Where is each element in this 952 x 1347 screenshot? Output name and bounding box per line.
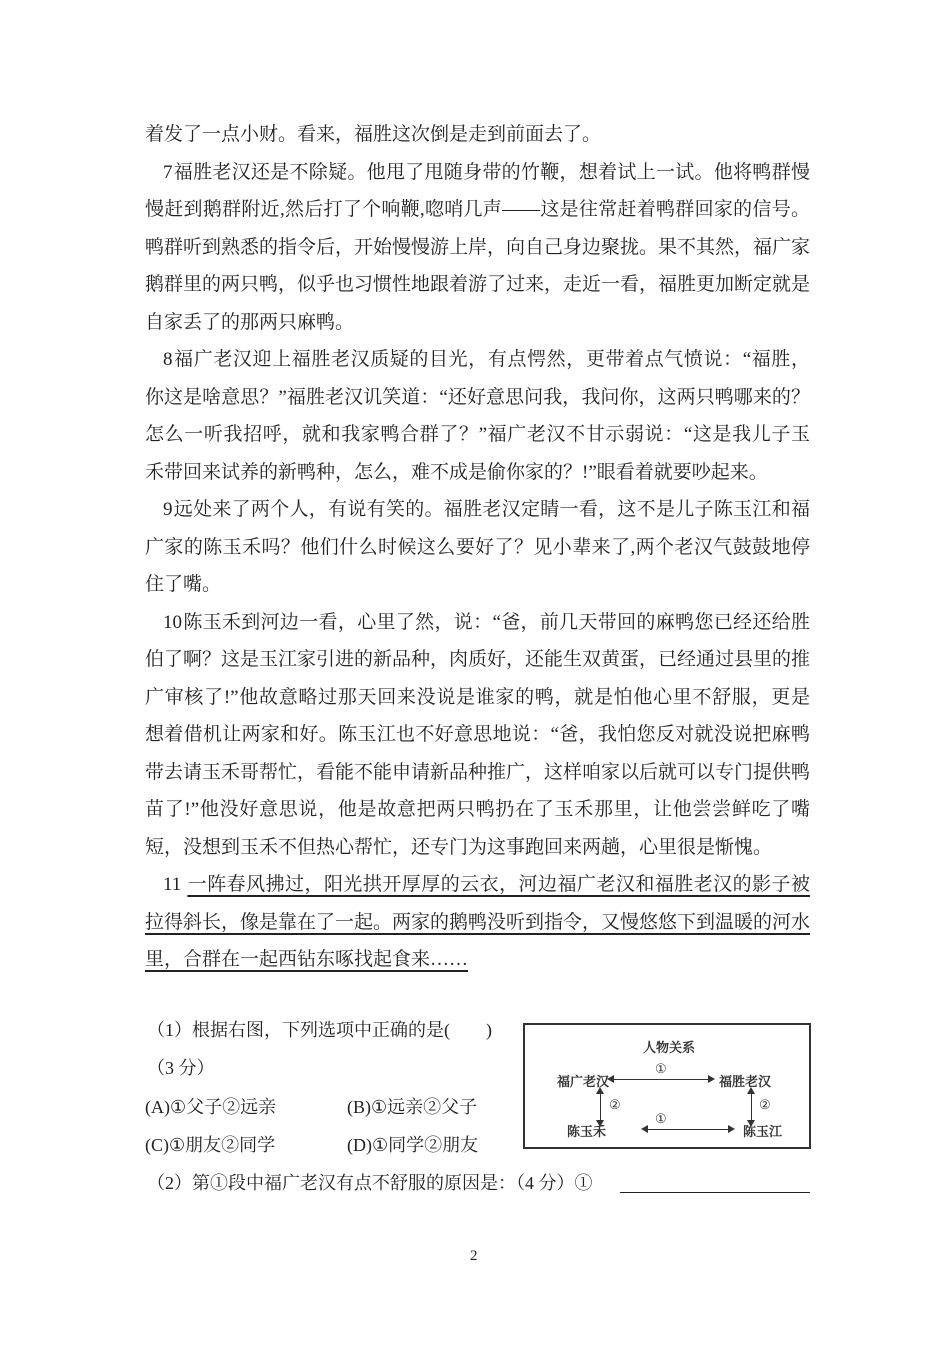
line-text: 拉得斜长，像是靠在了一起。两家的鹅鸭没听到指令，又慢悠悠下到温暖的河水 — [145, 911, 811, 933]
label-left: ② — [609, 1097, 621, 1112]
line-text: 着发了一点小财。看来，福胜这次倒是走到前面去了。 — [145, 124, 602, 145]
line-text: 福胜老汉还是不除疑。他甩了甩随身带的竹鞭，想着试上一试。他将鸭群慢 — [173, 161, 810, 183]
paragraph-line — [145, 941, 810, 979]
line-text: 广家的陈玉禾吗？他们什么时候这么要好了？见小辈来了,两个老汉气鼓鼓地停 — [145, 536, 810, 558]
line-text: 带去请玉禾哥帮忙，看能不能申请新品种推广，这样咱家以后就可以专门提供鸭 — [145, 761, 811, 783]
paragraph-line — [145, 191, 810, 229]
paragraph-line — [145, 379, 810, 417]
node-chenyuhe: 陈玉禾 — [567, 1124, 607, 1139]
line-text: 禾带回来试养的新鸭种，怎么，难不成是偷你家的？!”眼看着就要吵起来。 — [145, 461, 768, 483]
paragraph-line — [145, 866, 810, 904]
arrow-top — [609, 1079, 713, 1080]
line-text: 住了嘴。 — [145, 574, 222, 595]
paragraph-line — [145, 304, 810, 342]
paragraph-line — [145, 604, 810, 642]
line-text: 想着借机让两家和好。陈玉江也不好意思地说：“爸，我怕您反对就没说把麻鸭 — [145, 724, 810, 745]
paragraph-line — [145, 454, 810, 492]
line-text: 慢赶到鹅群附近,然后打了个响鞭,唿哨几声——这是往常赶着鸭群回家的信号。 — [145, 199, 810, 220]
paragraph-number: 11 — [163, 874, 182, 895]
option-d: (D)①同学②朋友 — [347, 1135, 479, 1155]
line-text: 陈玉禾到河边一看，心里了然，说：“爸，前几天带回的麻鸭您已经还给胜 — [183, 611, 810, 633]
node-fuguang: 福广老汉 — [557, 1074, 610, 1089]
option-b: (B)①远亲②父子 — [347, 1097, 478, 1117]
line-text: 怎么一听我招呼，就和我家鸭合群了？”福广老汉不甘示弱说：“这是我儿子玉 — [145, 424, 810, 445]
paragraph-number: 10 — [163, 611, 182, 633]
paragraph-line — [145, 491, 810, 529]
line-text: 一阵春风拂过，阳光拱开厚厚的云衣，河边福广老汉和福胜老汉的影子被 — [187, 874, 810, 895]
paragraph-line — [145, 716, 810, 754]
paragraph-number: 8 — [163, 349, 173, 370]
line-text: 福广老汉迎上福胜老汉质疑的目光，有点愕然，更带着点气愤说：“福胜， — [173, 349, 810, 370]
article-text — [145, 116, 810, 979]
option-a: (A)①父子②远亲 — [145, 1097, 277, 1117]
relationship-diagram — [523, 1023, 811, 1149]
question-1-stem: （1）根据右图，下列选项中正确的是( ) — [147, 1020, 492, 1040]
option-c: (C)①朋友②同学 — [145, 1135, 276, 1155]
node-fusheng: 福胜老汉 — [719, 1074, 772, 1089]
paragraph-line — [145, 416, 810, 454]
page-number: 2 — [470, 1248, 478, 1264]
answer-blank — [620, 1192, 810, 1193]
paragraph-line — [145, 154, 810, 192]
diagram-title: 人物关系 — [643, 1040, 696, 1055]
paragraph-line — [145, 829, 810, 867]
paragraph-number: 9 — [163, 499, 173, 520]
line-text: 你这是啥意思？”福胜老汉讥笑道：“还好意思问我，我问你，这两只鸭哪来的？ — [145, 386, 810, 408]
question-1-score: （3 分） — [147, 1058, 215, 1078]
line-text: 苗了!”他没好意思说，他是故意把两只鸭扔在了玉禾那里，让他尝尝鲜吃了嘴 — [145, 799, 810, 820]
paragraph-line — [145, 341, 810, 379]
line-text: 远处来了两个人，有说有笑的。福胜老汉定睛一看，这不是儿子陈玉江和福 — [173, 499, 810, 520]
label-top: ① — [655, 1061, 667, 1076]
line-text: 广审核了!”他故意略过那天回来没说是谁家的鸭，就是怕他心里不舒服，更是 — [145, 686, 810, 708]
paragraph-line — [145, 529, 810, 567]
paragraph-line — [145, 791, 810, 829]
label-right: ② — [759, 1097, 771, 1112]
line-text: 鸭群听到熟悉的指令后，开始慢慢游上岸，向自己身边聚拢。果不其然，福广家 — [145, 236, 811, 258]
paragraph-line — [145, 641, 810, 679]
paragraph-line — [145, 566, 810, 604]
arrow-left — [600, 1089, 601, 1125]
paragraph-line — [145, 116, 810, 154]
line-text: 鹅群里的两只鸭，似乎也习惯性地跟着游了过来，走近一看，福胜更加断定就是 — [145, 274, 811, 295]
arrow-bottom — [643, 1129, 733, 1130]
arrow-right — [751, 1089, 752, 1125]
paragraph-line — [145, 754, 810, 792]
label-bottom: ① — [655, 1111, 667, 1126]
paragraph-line — [145, 679, 810, 717]
paragraph-line — [145, 229, 810, 267]
paragraph-number: 7 — [163, 161, 173, 183]
line-text: 里，合群在一起西钻东啄找起食来…… — [145, 949, 469, 970]
line-text: 伯了啊？这是玉江家引进的新品种，肉质好，还能生双黄蛋，已经通过县里的推 — [145, 649, 811, 670]
node-chenyujiang: 陈玉江 — [743, 1124, 783, 1139]
line-text: 自家丢了的那两只麻鸭。 — [145, 311, 355, 333]
line-text: 短，没想到玉禾不但热心帮忙，还专门为这事跑回来两趟，心里很是惭愧。 — [145, 836, 773, 858]
paragraph-line — [145, 904, 810, 942]
question-2-stem: （2）第①段中福广老汉有点不舒服的原因是：（4 分）① — [147, 1173, 593, 1193]
paragraph-line — [145, 266, 810, 304]
